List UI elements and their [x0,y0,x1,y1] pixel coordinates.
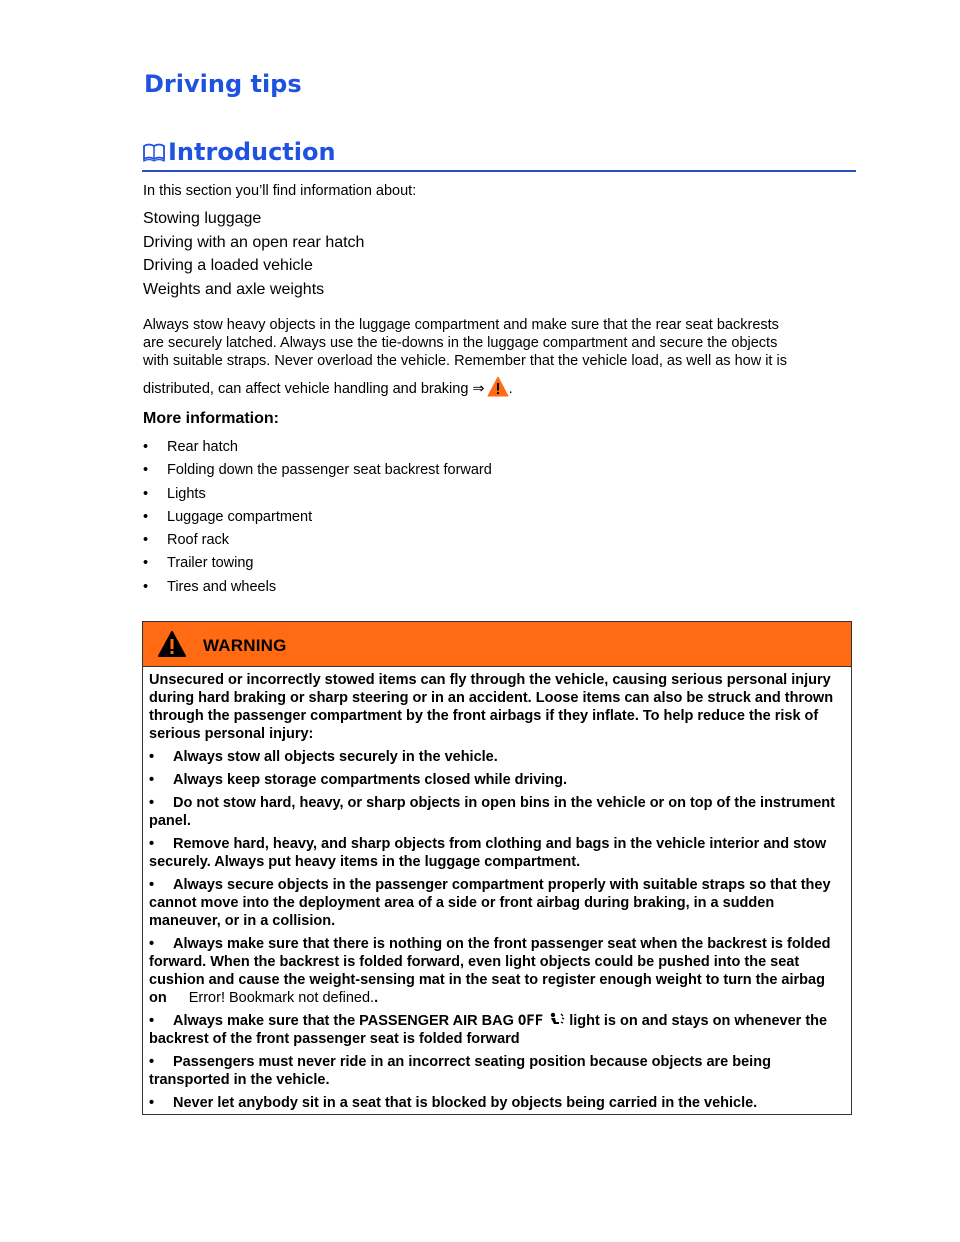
bullet: • [149,1013,155,1029]
warning-item [149,1053,845,1089]
topic-item: Driving a loaded vehicle [143,257,313,274]
warning-item-text: Do not stow hard, heavy, or sharp objects in open bins in the vehicle or on top of the instrument panel. [149,795,835,829]
bullet: • [143,439,149,455]
warning-body [143,667,851,1112]
warning-item-text: Always stow all objects securely in the vehicle. [173,749,498,765]
warning-item [149,835,845,871]
bullet: • [143,555,149,572]
paragraph-line: are securely latched. Always use the tie-downs in the luggage compartment and secure the objects [143,335,778,351]
bullet: • [149,795,155,811]
bullet: • [149,877,155,893]
warning-header [143,622,851,667]
airbag-off-glyph: OFF [517,1013,544,1029]
more-info-link[interactable]: Lights [167,485,206,502]
warning-item [149,748,845,766]
more-info-item[interactable] [143,460,492,483]
warning-item-text: Passengers must never ride in an incorrect seating position because objects are being transported in the vehicle. [149,1054,771,1088]
more-info-item[interactable] [143,577,492,600]
paragraph-line: distributed, can affect vehicle handling and braking ⇒ [143,381,485,397]
warning-item-text: Remove hard, heavy, and sharp objects from clothing and bags in the vehicle interior and stow securely. Always put heavy items in the luggage compartment. [149,836,827,870]
more-info-item[interactable] [143,507,492,530]
more-info-list [143,437,492,600]
passenger-airbag-icon [547,1012,565,1026]
more-info-item[interactable] [143,530,492,553]
more-info-link[interactable]: Trailer towing [167,555,254,572]
topic-item: Driving with an open rear hatch [143,233,365,251]
bullet: • [143,485,149,502]
section-title-row [142,138,856,166]
bullet: • [143,462,149,479]
warning-item-text: Never let anybody sit in a seat that is blocked by objects being carried in the vehicle. [173,1095,758,1111]
warning-triangle-icon [157,630,187,658]
bullet: • [149,1095,155,1111]
more-info-link[interactable]: Luggage compartment [167,508,313,525]
warning-item [149,876,845,930]
topic-item: Stowing luggage [143,210,262,227]
warning-item-text-2: light is on and stays on whenever the backrest of the front passenger seat is folded forward [149,1013,828,1047]
section-title: Introduction [168,138,336,166]
more-info-item[interactable] [143,437,492,460]
bullet: • [149,1054,155,1070]
body-paragraph [143,316,853,398]
warning-item [149,794,845,830]
more-info-link[interactable]: Tires and wheels [167,578,277,595]
intro-text: In this section you’ll find information about: [143,183,417,199]
warning-box [142,621,852,1115]
warning-title: WARNING [203,636,287,655]
paragraph-end: . [508,381,513,397]
more-info-title: More information: [143,410,279,427]
warning-item-text: Always secure objects in the passenger compartment properly with suitable straps so that they cannot move into the deployment area of a side or front airbag during braking, in a sudden maneuver, or in a collision. [149,877,831,929]
warning-item-text: Always keep storage compartments closed while driving. [173,772,568,788]
warning-triangle-icon[interactable] [487,376,509,398]
bullet: • [143,578,149,595]
bullet: • [143,532,149,549]
book-icon [142,141,166,163]
bullet: • [149,936,155,952]
warning-intro: Unsecured or incorrectly stowed items can fly through the vehicle, causing serious personal injury during hard braking or sharp steering or in an accident. Loose items can also be struck and thrown through the passenger compartment by the front airbags if they inflate. To help reduce the risk of serious personal injury: [149,672,834,742]
bookmark-error: Error! Bookmark not defined. [188,990,375,1006]
warning-item [149,771,845,789]
paragraph-line: Always stow heavy objects in the luggage compartment and make sure that the rear seat backrests [143,317,779,333]
topic-item: Weights and axle weights [143,280,325,298]
bullet: • [149,749,155,765]
bullet: • [149,772,155,788]
warning-item [149,1094,845,1112]
paragraph-line: with suitable straps. Never overload the vehicle. Remember that the vehicle load, as well as how it is [143,353,787,369]
page-title: Driving tips [144,70,302,98]
warning-item-text: Always make sure that there is nothing on the front passenger seat when the backrest is folded forward. When the backrest is folded forward, even light objects could be pushed into the seat cushion and cause the weight-sensing mat in the seat to register enough weight to turn the airbag on [149,936,831,1006]
warning-item [149,1012,845,1048]
warning-item-end: . [374,990,379,1006]
warning-item [149,935,845,1007]
topic-list [143,208,364,302]
more-info-link[interactable]: Roof rack [167,532,230,549]
more-info-link[interactable]: Folding down the passenger seat backrest forward [167,462,492,479]
paragraph-last-line [143,376,513,398]
more-info-link[interactable]: Rear hatch [167,439,238,455]
section-header [142,138,856,172]
more-info-item[interactable] [143,553,492,576]
bullet: • [149,836,155,852]
bullet: • [143,508,149,525]
more-info-item[interactable] [143,484,492,507]
warning-item-text: Always make sure that the PASSENGER AIR BAG [173,1013,514,1029]
